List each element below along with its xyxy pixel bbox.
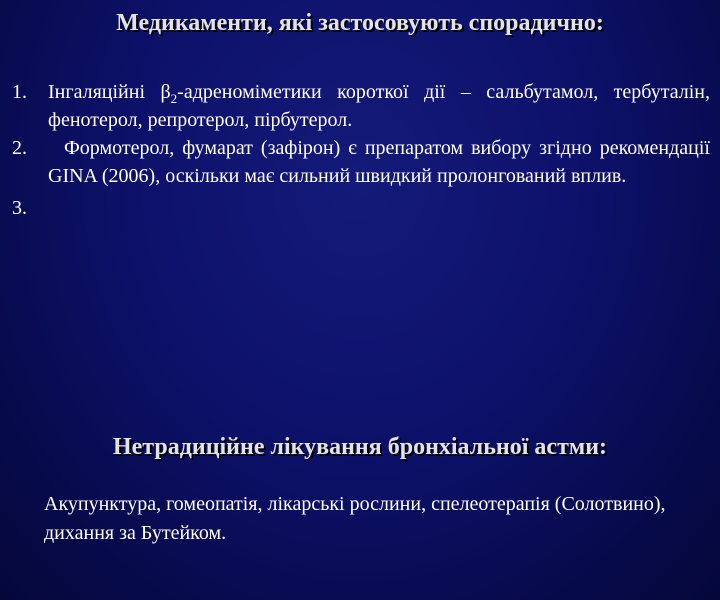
list-item-text: Інгаляційні $\beta_2$-адреноміметики короткої дії – сальбутамол, тербуталін, фенотерол, репротерол, пірбутерол. [48, 81, 710, 131]
list-item [12, 78, 710, 134]
list-item [12, 134, 715, 190]
section-title: Нетрадиційне лікування бронхіальної астми: [112, 434, 608, 460]
list-number: 2. [12, 137, 27, 159]
medication-list [12, 78, 715, 219]
list-item-text: Формотерол, фумарат (зафірон) є препаратом вибору згідно рекомендації GINA (2006), оскільки має сильний швидкий пролонгований вплив. [48, 137, 715, 187]
list-number: 1. [12, 81, 27, 103]
slide-title: Медикаменти, які застосовують спорадично: [116, 10, 604, 36]
section-text: Акупунктура, гомеопатія, лікарські рослини, спелеотерапія (Солотвино), дихання за Бутейком. [44, 493, 666, 544]
list-number: 3. [12, 197, 27, 219]
